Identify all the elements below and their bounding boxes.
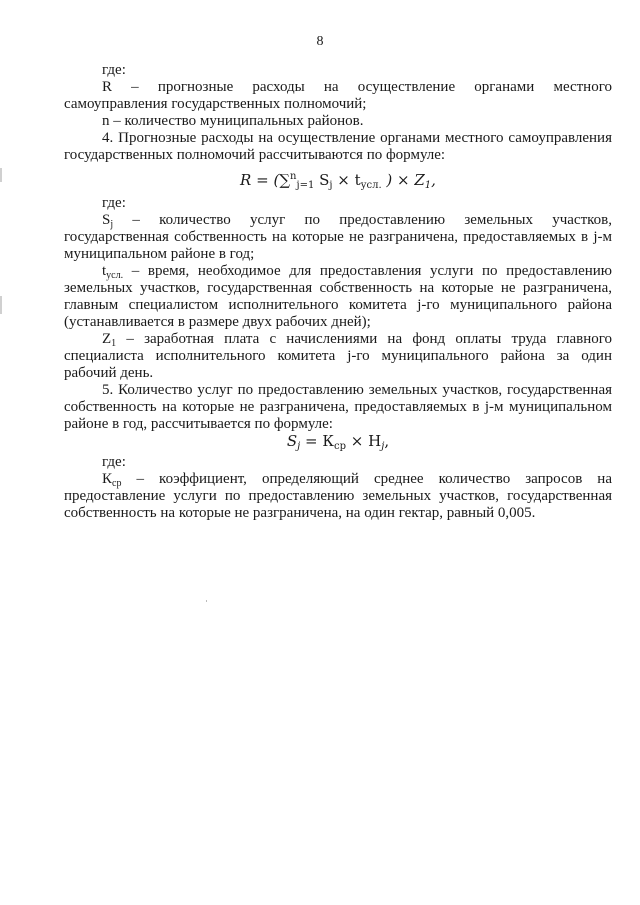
section-4-line: 4. Прогнозные расходы на осуществление органами местного самоуправления	[102, 130, 612, 146]
definition-t-cont: земельных участков, государственная собственность на которые не разграничена,	[64, 280, 612, 296]
section-5-line: 5. Количество услуг по предоставлению земельных участков, государственная	[102, 382, 612, 398]
definition-z-cont: специалиста исполнительного комитета j-го муниципального района за один	[64, 348, 612, 364]
definition-sj-cont: государственная собственность на которые не разграничена, предоставляемых в j-м	[64, 229, 612, 245]
formula-sj: $S_j = К_{ср} \times Н_j$,	[286, 432, 390, 452]
page-number: 8	[316, 34, 324, 49]
definition-r: R – прогнозные расходы на осуществление органами местного	[102, 79, 612, 95]
scan-margin-mark	[0, 168, 2, 182]
definition-t-cont: главным специалистом исполнительного комитета j-го муниципального района	[64, 297, 612, 313]
definition-sj: $S_j$ – количество услуг по предоставлению земельных участков,	[102, 212, 612, 230]
section-4-line: государственных полномочий рассчитываются по формуле:	[64, 147, 446, 163]
definition-sj-cont: муниципальном районе в год;	[64, 246, 255, 262]
scan-speck	[206, 600, 207, 602]
where-label: где:	[102, 195, 126, 211]
where-label: где:	[102, 62, 126, 78]
definition-k: $К_{ср}$ – коэффициент, определяющий среднее количество запросов на	[102, 471, 612, 489]
definition-k-cont: собственность на которые не разграничена, на один гектар, равный 0,005.	[64, 505, 536, 521]
document-body	[64, 62, 612, 522]
where-label: где:	[102, 454, 126, 470]
definition-r-cont: самоуправления государственных полномочий;	[64, 96, 367, 112]
definition-t: $t_{усл.}$ – время, необходимое для предоставления услуги по предоставлению	[102, 263, 612, 281]
definition-t-cont: (устанавливается в размере двух рабочих дней);	[64, 314, 371, 330]
scan-margin-mark	[0, 296, 2, 314]
section-5-line: собственность на которые не разграничена, предоставляемых в j-м муниципальном	[64, 399, 612, 415]
section-5-line: районе в год, рассчитывается по формуле:	[64, 416, 333, 432]
formula-r: R = (∑$^n_{j=1}$ $S_j \times t_{усл.}$ ) × $Z_1$,	[240, 171, 436, 191]
definition-z-cont: рабочий день.	[64, 365, 154, 381]
definition-z: $Z_1$ – заработная плата с начислениями на фонд оплаты труда главного	[102, 331, 612, 349]
definition-n: n – количество муниципальных районов.	[102, 113, 364, 129]
definition-k-cont: предоставление услуги по предоставлению земельных участков, государственная	[64, 488, 612, 504]
